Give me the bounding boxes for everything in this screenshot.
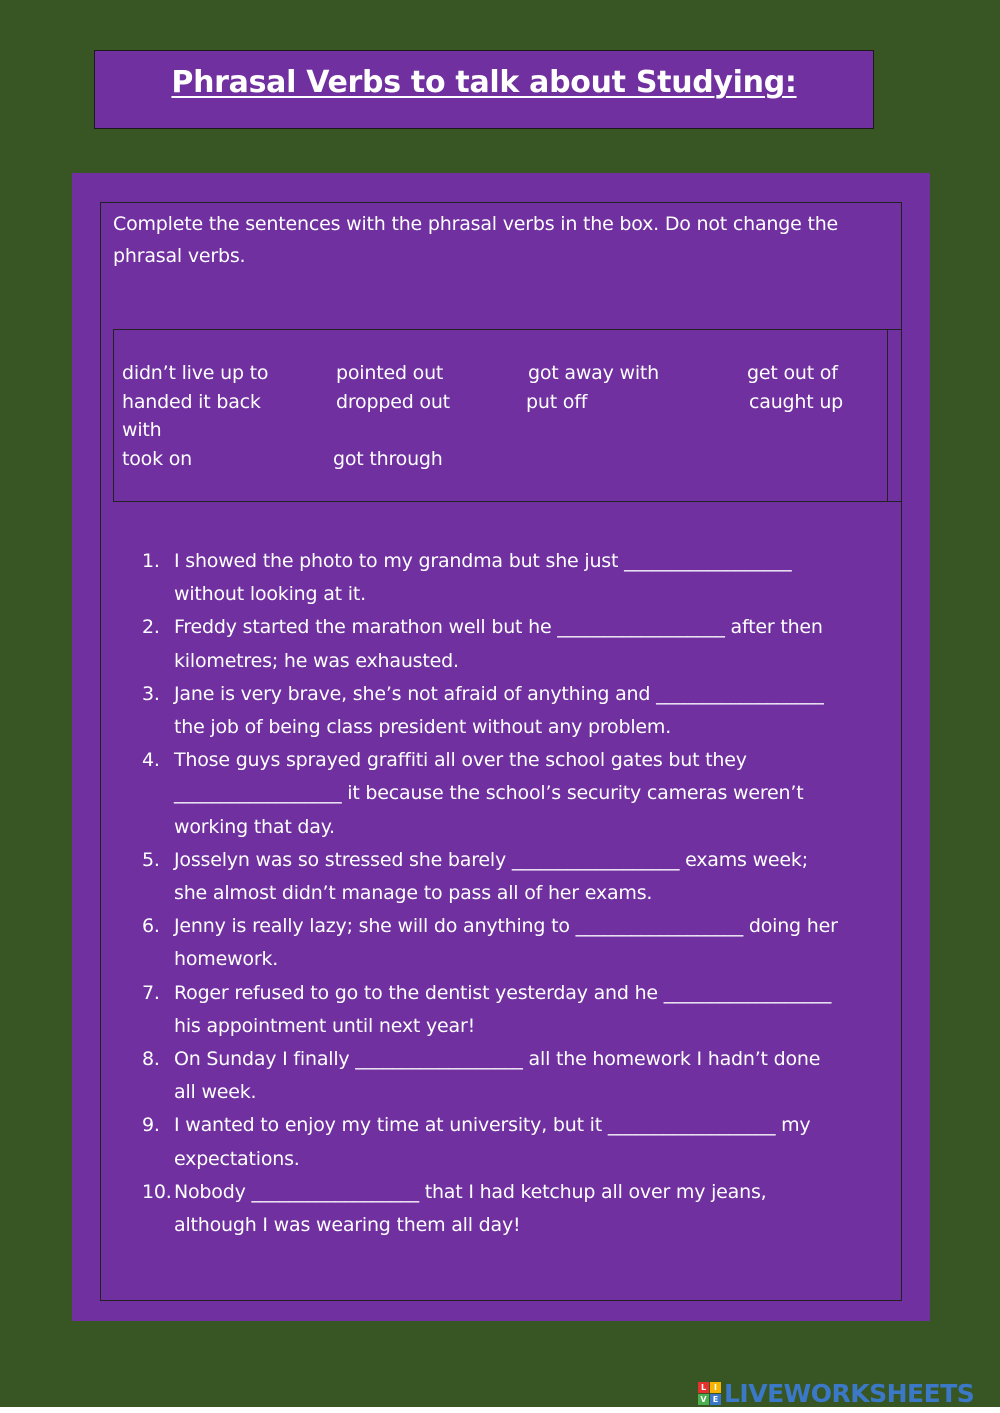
exercise-line: homework. [174,948,279,971]
word-bank-item: get out of [747,362,838,384]
instructions-text: Complete the sentences with the phrasal verbs in the box. Do not change the phrasal verbs. [113,213,839,267]
word-bank-item: handed it back [122,391,261,413]
page-title: Phrasal Verbs to talk about Studying: [171,65,797,100]
exercise-number: 3. [142,682,160,705]
exercise-number: 10. [142,1180,172,1203]
word-bank-item: didn’t live up to [122,362,269,384]
exercise-item [138,977,893,1043]
exercise-line: kilometres; he was exhausted. [174,649,459,672]
exercise-line: his appointment until next year! [174,1014,476,1037]
exercise-line: On Sunday I finally __________________ all the homework I hadn’t done [174,1048,821,1071]
logo-letter: V [698,1394,709,1405]
word-box [113,329,902,502]
word-bank-item: got through [333,448,443,470]
exercise-list [138,545,893,1242]
word-bank-item: caught up [749,391,844,413]
exercise-number: 8. [142,1048,160,1071]
word-bank-item: dropped out [336,391,450,413]
exercise-line: Freddy started the marathon well but he __________________ after then [174,616,823,639]
exercise-line: although I was wearing them all day! [174,1214,521,1237]
exercise-item [138,1043,893,1109]
word-box-divider [887,329,888,502]
exercise-item [138,744,893,844]
bottom-border [0,1407,1000,1413]
word-bank-item: pointed out [336,362,444,384]
exercise-number: 7. [142,981,160,1004]
logo-letter: I [710,1382,721,1393]
exercise-line: I showed the photo to my grandma but she just __________________ [174,550,792,572]
exercise-item [138,545,893,611]
logo-letter: E [710,1394,721,1405]
word-bank-item: put off [526,391,588,413]
exercise-number: 9. [142,1114,160,1137]
liveworksheets-logo [698,1378,974,1408]
exercise-line: Jenny is really lazy; she will do anything to __________________ doing her [174,915,838,938]
logo-text: LIVEWORKSHEETS [724,1378,975,1408]
exercise-number: 2. [142,616,160,639]
exercise-item [138,910,893,976]
exercise-line: Jane is very brave, she’s not afraid of anything and __________________ [174,682,824,705]
logo-letter: L [698,1382,709,1393]
exercise-number: 5. [142,848,160,871]
exercise-line: the job of being class president without any problem. [174,716,672,739]
logo-mark-icon [698,1382,721,1405]
word-bank-item: took on [122,448,193,470]
exercise-number: 1. [142,550,160,572]
exercise-number: 6. [142,915,160,938]
exercise-item [138,611,893,677]
exercise-line: Roger refused to go to the dentist yesterday and he __________________ [174,981,832,1004]
title-box [94,50,874,129]
exercise-line: expectations. [174,1147,300,1170]
exercise-item [138,1176,893,1242]
exercise-number: 4. [142,749,160,772]
exercise-line: __________________ it because the school’s security cameras weren’t [174,782,804,805]
exercise-line: working that day. [174,815,335,838]
exercise-item [138,844,893,910]
exercise-item [138,678,893,744]
exercise-line: she almost didn’t manage to pass all of her exams. [174,882,653,905]
word-bank-item: with [122,419,162,441]
exercise-line: without looking at it. [174,583,366,606]
exercise-line: I wanted to enjoy my time at university, but it __________________ my [174,1114,811,1137]
exercise-line: Nobody __________________ that I had ketchup all over my jeans, [174,1180,767,1203]
exercise-line: Josselyn was so stressed she barely __________________ exams week; [174,848,808,871]
exercise-line: all week. [174,1081,257,1104]
exercise-item [138,1109,893,1175]
word-bank-item: got away with [528,362,659,384]
exercise-line: Those guys sprayed graffiti all over the school gates but they [174,749,747,772]
